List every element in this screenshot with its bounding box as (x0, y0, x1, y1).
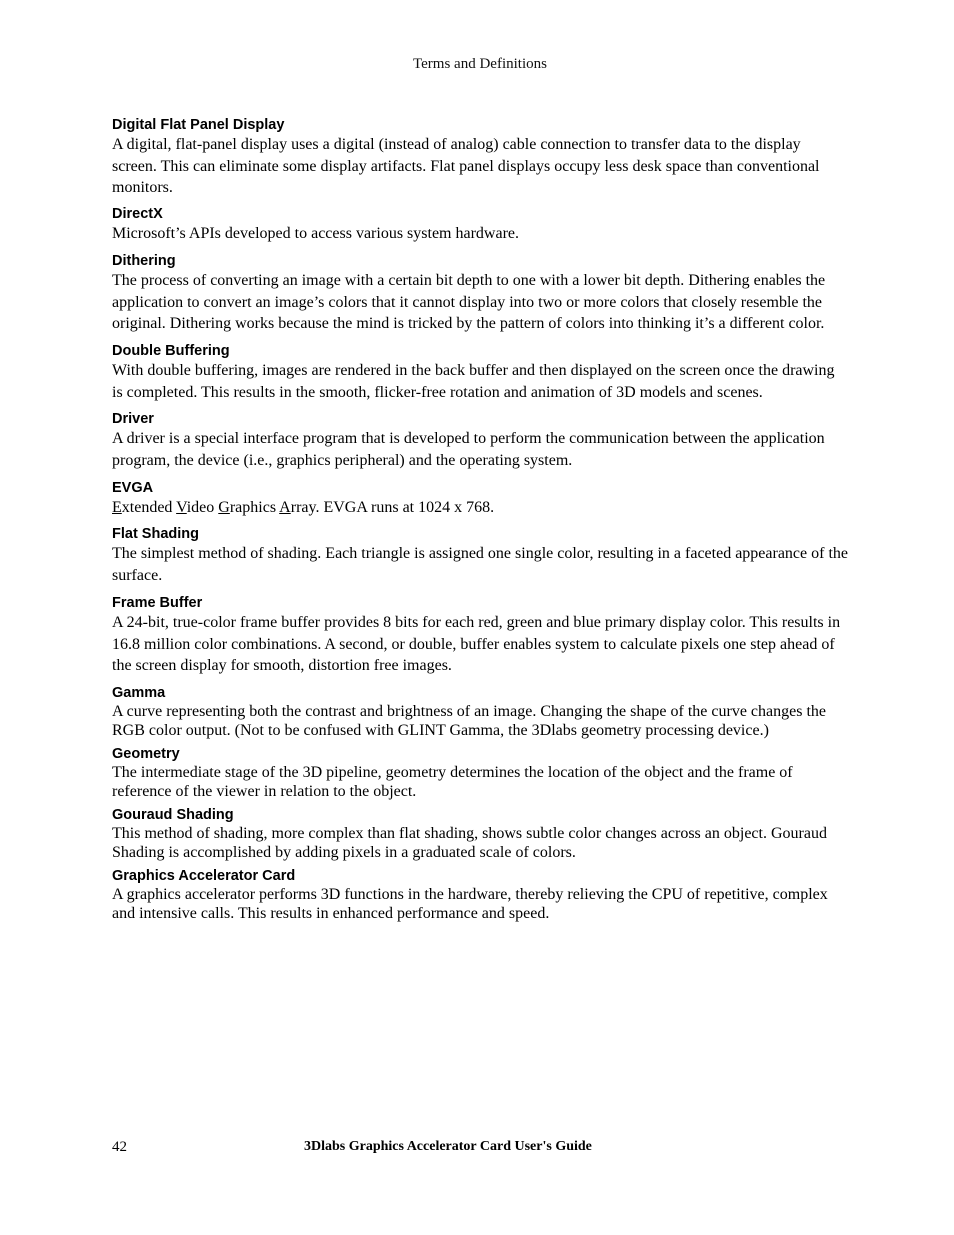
glossary-definition: This method of shading, more complex than flat shading, shows subtle color changes across an object. Gouraud Shading is accomplished by adding pixels in a graduated scale of colors. (112, 824, 827, 862)
glossary-term: Driver (112, 411, 154, 428)
glossary-definition: The simplest method of shading. Each triangle is assigned one single color, resulting in a faceted appearance of the surface. (112, 545, 849, 585)
glossary-entries (112, 116, 848, 924)
glossary-entry (112, 684, 848, 741)
glossary-definition: A graphics accelerator performs 3D functions in the hardware, thereby relieving the CPU of repetitive, complex and intensive calls. This results in enhanced performance and speed. (112, 885, 828, 923)
glossary-term: Double Buffering (112, 342, 230, 359)
glossary-definition: Microsoft’s APIs developed to access various system hardware. (112, 225, 520, 243)
glossary-entry (112, 806, 848, 863)
glossary-entry (112, 525, 848, 586)
glossary-entry (112, 205, 848, 245)
glossary-definition: A 24-bit, true-color frame buffer provides 8 bits for each red, green and blue primary display color. This results in 16.8 million color combinations. A second, or double, buffer enables system to calculate pixels one step ahead of the screen display for smooth, distortion free images. (112, 613, 841, 675)
glossary-term: Digital Flat Panel Display (112, 117, 285, 133)
glossary-entry (112, 410, 848, 471)
glossary-definition: The process of converting an image with a certain bit depth to one with a lower bit depth. Dithering enables the application to convert an image’s colors that it cannot display into two or more colors that closely resemble the original. Dithering works because the mind is tricked by the pattern of colors into thinking it’s a different color. (112, 271, 826, 333)
glossary-entry (112, 479, 848, 519)
acronym-letter: V (176, 498, 187, 516)
guide-title: 3Dlabs Graphics Accelerator Card User's Guide (304, 1139, 592, 1154)
glossary-term: EVGA (112, 479, 154, 496)
glossary-term: Dithering (112, 252, 176, 269)
glossary-term: Gouraud Shading (112, 806, 234, 823)
glossary-entry (112, 342, 848, 403)
glossary-entry (112, 594, 848, 677)
acronym-letter: A (279, 498, 291, 516)
glossary-term: Flat Shading (112, 526, 199, 543)
acronym-letter: E (112, 498, 122, 516)
glossary-definition: A digital, flat-panel display uses a digital (instead of analog) cable connection to transfer data to the display screen. This can eliminate some display artifacts. Flat panel displays occupy less desk space than conventional monitors. (112, 136, 820, 197)
glossary-entry (112, 252, 848, 335)
glossary-entry (112, 867, 848, 924)
glossary-term: Geometry (112, 745, 180, 762)
glossary-definition: Extended Video Graphics Array. EVGA runs at 1024 x 768. (112, 498, 495, 516)
glossary-definition: With double buffering, images are rendered in the back buffer and then displayed on the screen once the drawing is completed. This results in the smooth, flicker-free rotation and animation of 3D models and scenes. (112, 361, 835, 401)
running-header: Terms and Definitions (413, 56, 547, 72)
glossary-definition: The intermediate stage of the 3D pipeline, geometry determines the location of the object and the frame of reference of the viewer in relation to the object. (112, 763, 793, 801)
glossary-term: Frame Buffer (112, 594, 203, 611)
glossary-term: Graphics Accelerator Card (112, 867, 296, 884)
glossary-definition: A curve representing both the contrast and brightness of an image. Changing the shape of the curve changes the RGB color output. (Not to be confused with GLINT Gamma, the 3Dlabs geometry processing device.) (112, 702, 826, 740)
page-number: 42 (112, 1139, 127, 1155)
acronym-letter: G (218, 498, 230, 516)
glossary-definition: A driver is a special interface program that is developed to perform the communication between the application program, the device (i.e., graphics peripheral) and the operating system. (112, 430, 825, 470)
glossary-term: DirectX (112, 206, 163, 223)
glossary-entry (112, 745, 848, 802)
glossary-entry (112, 116, 848, 199)
glossary-term: Gamma (112, 684, 166, 701)
